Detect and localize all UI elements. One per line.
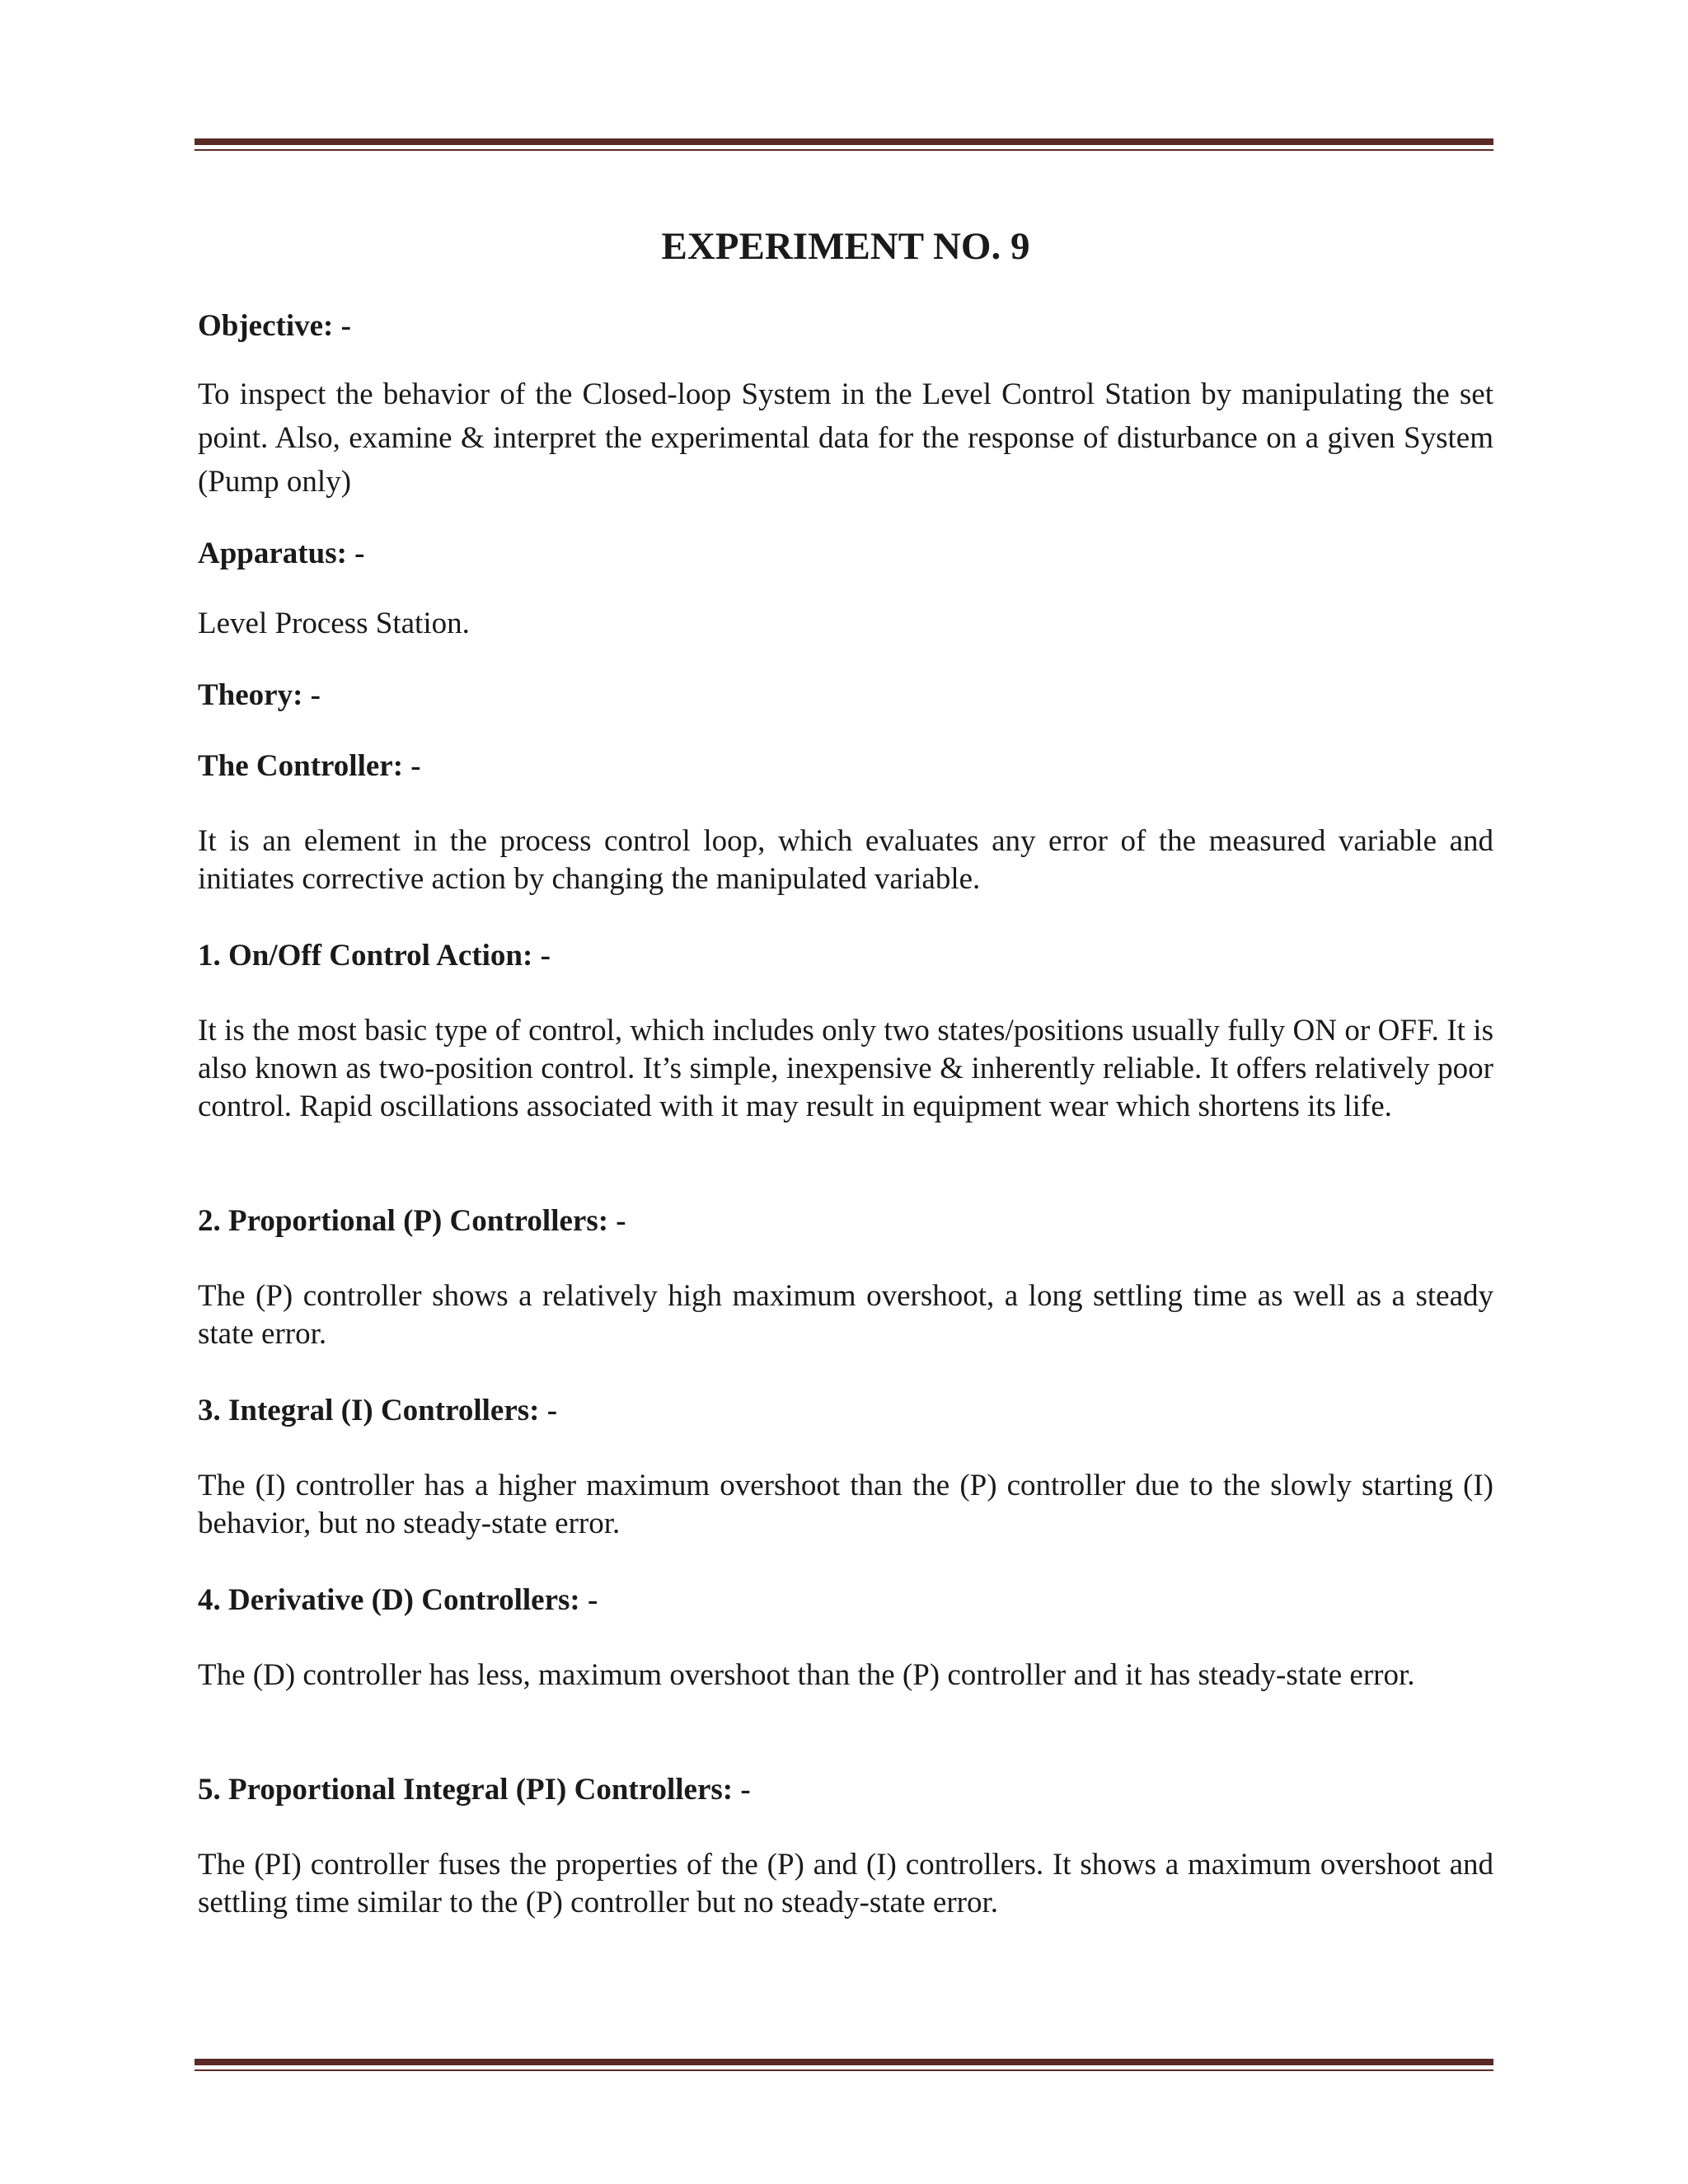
footer-rule [195,2059,1493,2074]
section-text-derivative: The (D) controller has less, maximum overshoot than the (P) controller and it has steady-state error. [198,1658,1415,1692]
apparatus-text: Level Process Station. [198,607,470,640]
objective-text: To inspect the behavior of the Closed-loop System in the Level Control Station by manipulating the set point. Also, examine & interpret the experimental data for the response of disturbance on a given System (Pump only) [198,377,1493,499]
objective-heading: Objective: - [198,309,351,343]
controller-heading: The Controller: - [198,749,421,783]
controller-text: It is an element in the process control loop, which evaluates any error of the measured variable and initiates corrective action by changing the manipulated variable. [198,824,1493,896]
section-text-proportional: The (P) controller shows a relatively high maximum overshoot, a long settling time as well as a steady state error. [198,1279,1493,1351]
section-text-pi: The (PI) controller fuses the properties of the (P) and (I) controllers. It shows a maximum overshoot and settling time similar to the (P) controller but no steady-state error. [198,1848,1493,1919]
page-title: EXPERIMENT NO. 9 [661,225,1030,268]
section-heading-on-off: 1. On/Off Control Action: - [198,939,551,972]
section-text-integral: The (I) controller has a higher maximum overshoot than the (P) controller due to the slowly starting (I) behavior, but no steady-state error. [198,1469,1493,1540]
section-heading-pi: 5. Proportional Integral (PI) Controllers: - [198,1773,751,1807]
section-heading-integral: 3. Integral (I) Controllers: - [198,1394,558,1427]
section-heading-derivative: 4. Derivative (D) Controllers: - [198,1583,598,1617]
apparatus-heading: Apparatus: - [198,537,365,570]
section-heading-proportional: 2. Proportional (P) Controllers: - [198,1204,626,1238]
theory-heading: Theory: - [198,678,321,712]
section-text-on-off: It is the most basic type of control, which includes only two states/positions usually fully ON or OFF. It is also known as two-position control. It’s simple, inexpensive & inherently reliable. It offers relatively poor control. Rapid oscillations associated with it may result in equipment wear which shortens its life. [198,1014,1493,1123]
header-rule [195,138,1493,154]
